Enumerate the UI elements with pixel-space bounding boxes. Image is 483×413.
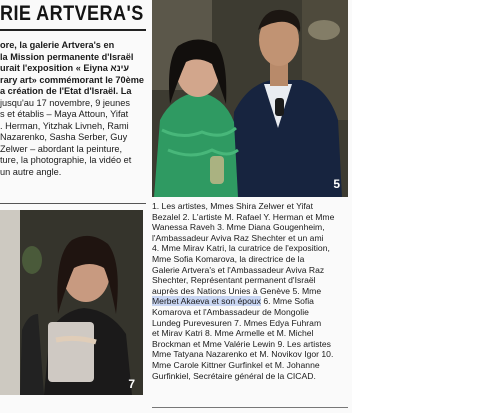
caption-line: Mme Carole Kittner Gurfinkel et M. Johanne bbox=[152, 359, 320, 370]
intro-line: a création de l'Etat d'Israël. La bbox=[0, 86, 132, 96]
blank-margin bbox=[352, 0, 483, 413]
intro-line: un autre angle. bbox=[0, 166, 62, 177]
caption-line: Shechter, Représentant permanent d'Israël bbox=[152, 275, 316, 286]
caption-text: 6. Mme Sofia bbox=[260, 296, 314, 307]
caption-line: 1. Les artistes, Mmes Shira Zelwer et Yifat bbox=[152, 201, 313, 211]
title-underline bbox=[0, 29, 146, 31]
photo-number: 5 bbox=[333, 177, 340, 191]
photo-couple-illustration bbox=[152, 0, 348, 197]
photo-captions bbox=[152, 201, 348, 381]
photo-women bbox=[0, 210, 143, 395]
intro-line: urait l'exposition « Eiyna עינא bbox=[0, 63, 130, 73]
caption-line: Mme Sofia Komarova, la directrice de la bbox=[152, 253, 305, 264]
caption-line: auprès des Nations Unies à Genève 5. Mme bbox=[152, 285, 322, 296]
highlighted-text-selection[interactable]: Merbet Akaeva et son époux bbox=[152, 296, 261, 307]
caption-line bbox=[152, 296, 348, 307]
caption-line: Lundeg Purevesuren 7. Mmes Edya Fuhram bbox=[152, 317, 322, 328]
photo-couple bbox=[152, 0, 348, 197]
caption-bottom-rule bbox=[152, 407, 348, 408]
intro-text bbox=[0, 40, 146, 178]
intro-line: Zelwer – abordant la peinture, bbox=[0, 143, 123, 154]
intro-line: ore, la galerie Artvera's en bbox=[0, 40, 115, 50]
photo-number: 7 bbox=[128, 377, 135, 391]
intro-line: . Herman, Yitzhak Livneh, Rami bbox=[0, 120, 129, 131]
article-title: RIE ARTVERA'S bbox=[0, 2, 144, 25]
caption-line: l'Ambassadeur Aviva Raz Shechter et un ami bbox=[152, 232, 324, 243]
caption-line: Mme Tatyana Nazarenko et M. Novikov Igor 10. bbox=[152, 349, 334, 360]
caption-line: Wanessa Raveh 3. Mme Diana Gougenheim, bbox=[152, 222, 325, 233]
intro-line: jusqu'au 17 novembre, 9 jeunes bbox=[0, 97, 130, 108]
photo-women-illustration bbox=[0, 210, 143, 395]
caption-line: Gurfinkiel, Secrétaire général de la CICAD. bbox=[152, 370, 316, 381]
caption-line: Brockman et Mme Valérie Lewin 9. Les artistes bbox=[152, 338, 331, 349]
section-divider bbox=[0, 203, 146, 204]
caption-line: 4. Mme Mirav Katri, la curatrice de l'exposition, bbox=[152, 243, 330, 254]
caption-line: Galerie Artvera's et l'Ambassadeur Aviva Raz bbox=[152, 264, 325, 275]
intro-line: rary art» commémorant le 70ème bbox=[0, 74, 145, 85]
caption-line: et Mirav Katri 8. Mme Armelle et M. Michel bbox=[152, 328, 314, 339]
intro-line: la Mission permanente d'Israël bbox=[0, 51, 134, 62]
intro-line: Nazarenko, Sasha Serber, Guy bbox=[0, 132, 128, 142]
intro-line: ture, la photographie, la vidéo et bbox=[0, 155, 132, 165]
caption-line: Komarova et l'Ambassadeur de Mongolie bbox=[152, 306, 309, 317]
caption-line: Bezalel 2. L'artiste M. Rafael Y. Herman et Mme bbox=[152, 211, 335, 222]
intro-line: s et établis – Maya Attoun, Yifat bbox=[0, 109, 129, 119]
